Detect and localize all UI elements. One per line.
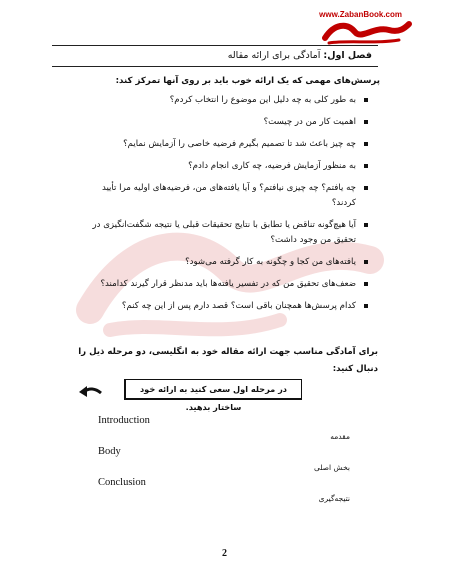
structure-body-en: Body	[98, 446, 121, 457]
brand-logo	[319, 18, 414, 46]
list-item: یافته‌های من کجا و چگونه به کار گرفته می‌شود؟	[88, 255, 368, 270]
list-item: به طور کلی به چه دلیل این موضوع را انتخاب کردم؟	[88, 93, 368, 108]
structure-conclusion-en: Conclusion	[98, 477, 146, 488]
list-item: کدام پرسش‌ها همچنان باقی است؟ قصد دارم پس از این چه کنم؟	[88, 299, 368, 314]
brand-url: www.ZabanBook.com	[319, 10, 402, 19]
list-item: چه چیز باعث شد تا تصمیم بگیرم فرضیه خاصی را آزمایش نمایم؟	[88, 137, 368, 152]
note-box: در مرحله اول سعی کنید به ارائه خود ساختار بدهید.	[124, 379, 302, 400]
list-item: به منظور آزمایش فرضیه، چه کاری انجام دادم؟	[88, 159, 368, 174]
intro-heading: پرسش‌های مهمی که یک ارائه خوب باید بر روی آنها تمرکز کند:	[115, 76, 380, 86]
arrow-left-icon	[77, 384, 103, 398]
list-item: چه یافتم؟ چه چیزی نیافتم؟ و آیا یافته‌های من، فرضیه‌های اولیه مرا تأیید کردند؟	[88, 181, 368, 211]
closing-paragraph: برای آمادگی مناسب جهت ارائه مقاله خود به انگلیسی، دو مرحله ذیل را دنبال کنید:	[78, 347, 378, 374]
structure-introduction-fa: مقدمه	[330, 432, 350, 441]
list-item: آیا هیچ‌گونه تناقض یا تطابق با نتایج تحقیقات قبلی یا نتیجه شگفت‌انگیزی در تحقیق من وجود داشت؟	[88, 218, 368, 248]
page-header	[52, 45, 378, 67]
page-number: 2	[222, 548, 227, 559]
list-item: ضعف‌های تحقیق من که در تفسیر یافته‌ها باید مدنظر قرار گیرند کدامند؟	[88, 277, 368, 292]
list-item: اهمیت کار من در چیست؟	[88, 115, 368, 130]
question-list	[88, 93, 368, 314]
chapter-title: آمادگی برای ارائه مقاله	[227, 50, 321, 61]
main-content	[88, 74, 380, 321]
chapter-label: فصل اول:	[323, 50, 372, 61]
structure-introduction-en: Introduction	[98, 415, 150, 426]
structure-body-fa: بخش اصلی	[313, 463, 350, 472]
structure-conclusion-fa: نتیجه‌گیری	[318, 494, 350, 503]
